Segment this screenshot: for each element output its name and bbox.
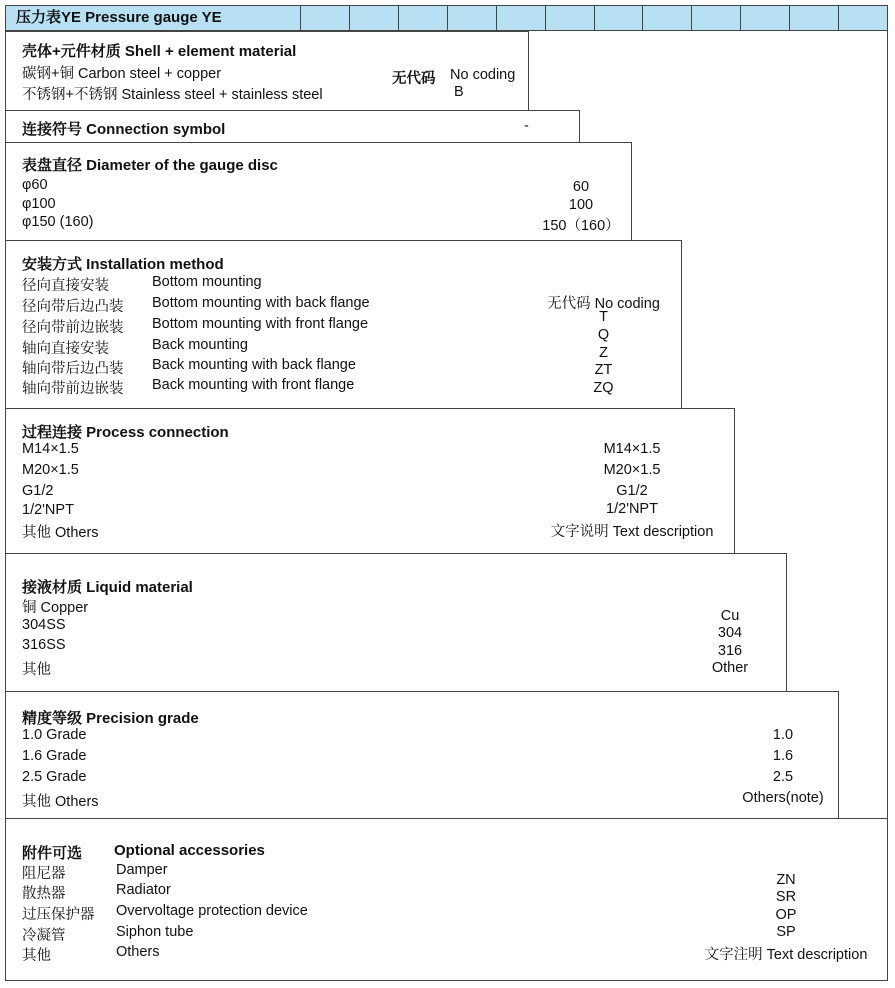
accessory-row-cn: 过压保护器: [22, 907, 95, 923]
shell-material-block: [5, 31, 529, 111]
installation-heading: 安装方式 Installation method: [22, 256, 224, 273]
process-row-label: M20×1.5: [22, 462, 79, 478]
accessory-row-en: Others: [116, 944, 160, 960]
shell-heading: 壳体+元件材质 Shell + element material: [22, 43, 297, 60]
shell-code-en: No coding: [450, 67, 516, 83]
accessory-row-cn: 冷凝管: [22, 928, 66, 944]
diameter-row-label: φ150 (160): [22, 214, 94, 230]
installation-row-cn: 径向直接安装: [22, 278, 109, 294]
liquid-code: 304: [717, 625, 743, 641]
liquid-code: Cu: [720, 608, 740, 624]
diameter-row-code: 150（160）: [542, 218, 620, 234]
precision-row-label: 1.0 Grade: [22, 727, 87, 743]
accessories-heading-cn: 附件可选: [22, 845, 83, 862]
diameter-block: [5, 142, 632, 241]
diameter-row-label: φ100: [22, 196, 56, 212]
liquid-row: 304SS: [22, 617, 66, 633]
connection-symbol-code: -: [524, 118, 529, 134]
liquid-code: 316: [717, 643, 743, 659]
accessory-row-cn: 阻尼器: [22, 866, 66, 882]
header-cell: [448, 6, 497, 30]
shell-row-stainless: 不锈钢+不锈钢 Stainless steel + stainless steel: [22, 87, 323, 103]
accessory-row-en: Damper: [116, 862, 168, 878]
page-title: 压力表YE Pressure gauge YE: [6, 6, 301, 30]
header-cell: [643, 6, 692, 30]
liquid-row: 其他: [22, 662, 51, 678]
header-cell: [301, 6, 350, 30]
accessory-code: 文字注明 Text description: [704, 947, 868, 963]
precision-grade-block: [5, 691, 839, 819]
accessory-row-en: Overvoltage protection device: [116, 903, 308, 919]
diameter-heading: 表盘直径 Diameter of the gauge disc: [22, 157, 278, 174]
header-cell: [350, 6, 399, 30]
connection-symbol-heading: 连接符号 Connection symbol: [22, 121, 226, 138]
installation-row-en: Bottom mounting with back flange: [152, 295, 370, 311]
process-heading: 过程连接 Process connection: [22, 424, 229, 441]
connection-symbol-block: [5, 110, 580, 143]
installation-block: [5, 240, 682, 409]
liquid-row: 铜 Copper: [22, 600, 89, 616]
process-connection-block: [5, 408, 735, 554]
precision-heading: 精度等级 Precision grade: [22, 710, 199, 727]
accessory-row-en: Siphon tube: [116, 924, 194, 940]
installation-row-cn: 径向带后边凸装: [22, 299, 124, 315]
process-row-code: 1/2'NPT: [606, 501, 658, 517]
precision-row-code: 1.6: [772, 748, 794, 764]
shell-row-carbon: 碳钢+铜 Carbon steel + copper: [22, 66, 222, 82]
installation-code: ZQ: [593, 380, 614, 396]
accessory-row-cn: 散热器: [22, 886, 66, 902]
installation-code: ZT: [594, 362, 613, 378]
installation-row-cn: 径向带前边嵌装: [22, 320, 124, 336]
installation-row-en: Back mounting: [152, 337, 248, 353]
shell-code-cn: 无代码: [392, 71, 436, 87]
installation-code: Z: [599, 345, 608, 361]
precision-row-code: 1.0: [772, 727, 794, 743]
installation-row-cn: 轴向直接安装: [22, 341, 109, 357]
diameter-row-code: 60: [572, 179, 590, 195]
accessory-row-cn: 其他: [22, 948, 51, 964]
process-row-code: M20×1.5: [603, 462, 661, 478]
header-cell: [497, 6, 546, 30]
installation-code: Q: [597, 327, 610, 343]
accessories-block: [5, 818, 888, 981]
process-row-code: M14×1.5: [603, 441, 661, 457]
accessory-code: SR: [775, 889, 797, 905]
diameter-row-label: φ60: [22, 177, 48, 193]
precision-row-label: 2.5 Grade: [22, 769, 87, 785]
header-cell: [546, 6, 595, 30]
header-cell: [839, 6, 887, 30]
liquid-code: Other: [711, 660, 749, 676]
installation-row-en: Bottom mounting with front flange: [152, 316, 369, 332]
process-row-label: G1/2: [22, 483, 54, 499]
precision-row-label: 1.6 Grade: [22, 748, 87, 764]
header-cell: [595, 6, 644, 30]
installation-row-en: Back mounting with front flange: [152, 377, 355, 393]
precision-row-code: Others(note): [742, 790, 824, 806]
precision-row-code: 2.5: [772, 769, 794, 785]
accessory-code: SP: [776, 924, 796, 940]
accessory-code: OP: [775, 907, 797, 923]
liquid-heading: 接液材质 Liquid material: [22, 579, 193, 596]
installation-code: T: [599, 309, 608, 325]
header-cell: [741, 6, 790, 30]
precision-row-label: 其他 Others: [22, 794, 99, 810]
header-cell: [790, 6, 839, 30]
process-row-label: 1/2'NPT: [22, 502, 74, 518]
process-row-label: M14×1.5: [22, 441, 79, 457]
installation-row-en: Back mounting with back flange: [152, 357, 356, 373]
process-row-label: 其他 Others: [22, 525, 99, 541]
installation-row-en: Bottom mounting: [152, 274, 262, 290]
diameter-row-code: 100: [568, 197, 594, 213]
accessory-row-en: Radiator: [116, 882, 171, 898]
process-row-code: G1/2: [616, 483, 648, 499]
liquid-row: 316SS: [22, 637, 66, 653]
accessories-heading-en: Optional accessories: [114, 842, 265, 859]
accessory-code: ZN: [776, 872, 796, 888]
header-cell: [399, 6, 448, 30]
installation-code: 无代码 No coding: [547, 296, 660, 312]
installation-row-cn: 轴向带前边嵌装: [22, 381, 124, 397]
header-cell: [692, 6, 741, 30]
process-row-code: 文字说明 Text description: [550, 524, 714, 540]
installation-row-cn: 轴向带后边凸装: [22, 361, 124, 377]
header-bar: [5, 5, 888, 31]
liquid-material-block: [5, 553, 787, 692]
shell-code-b: B: [454, 84, 464, 100]
